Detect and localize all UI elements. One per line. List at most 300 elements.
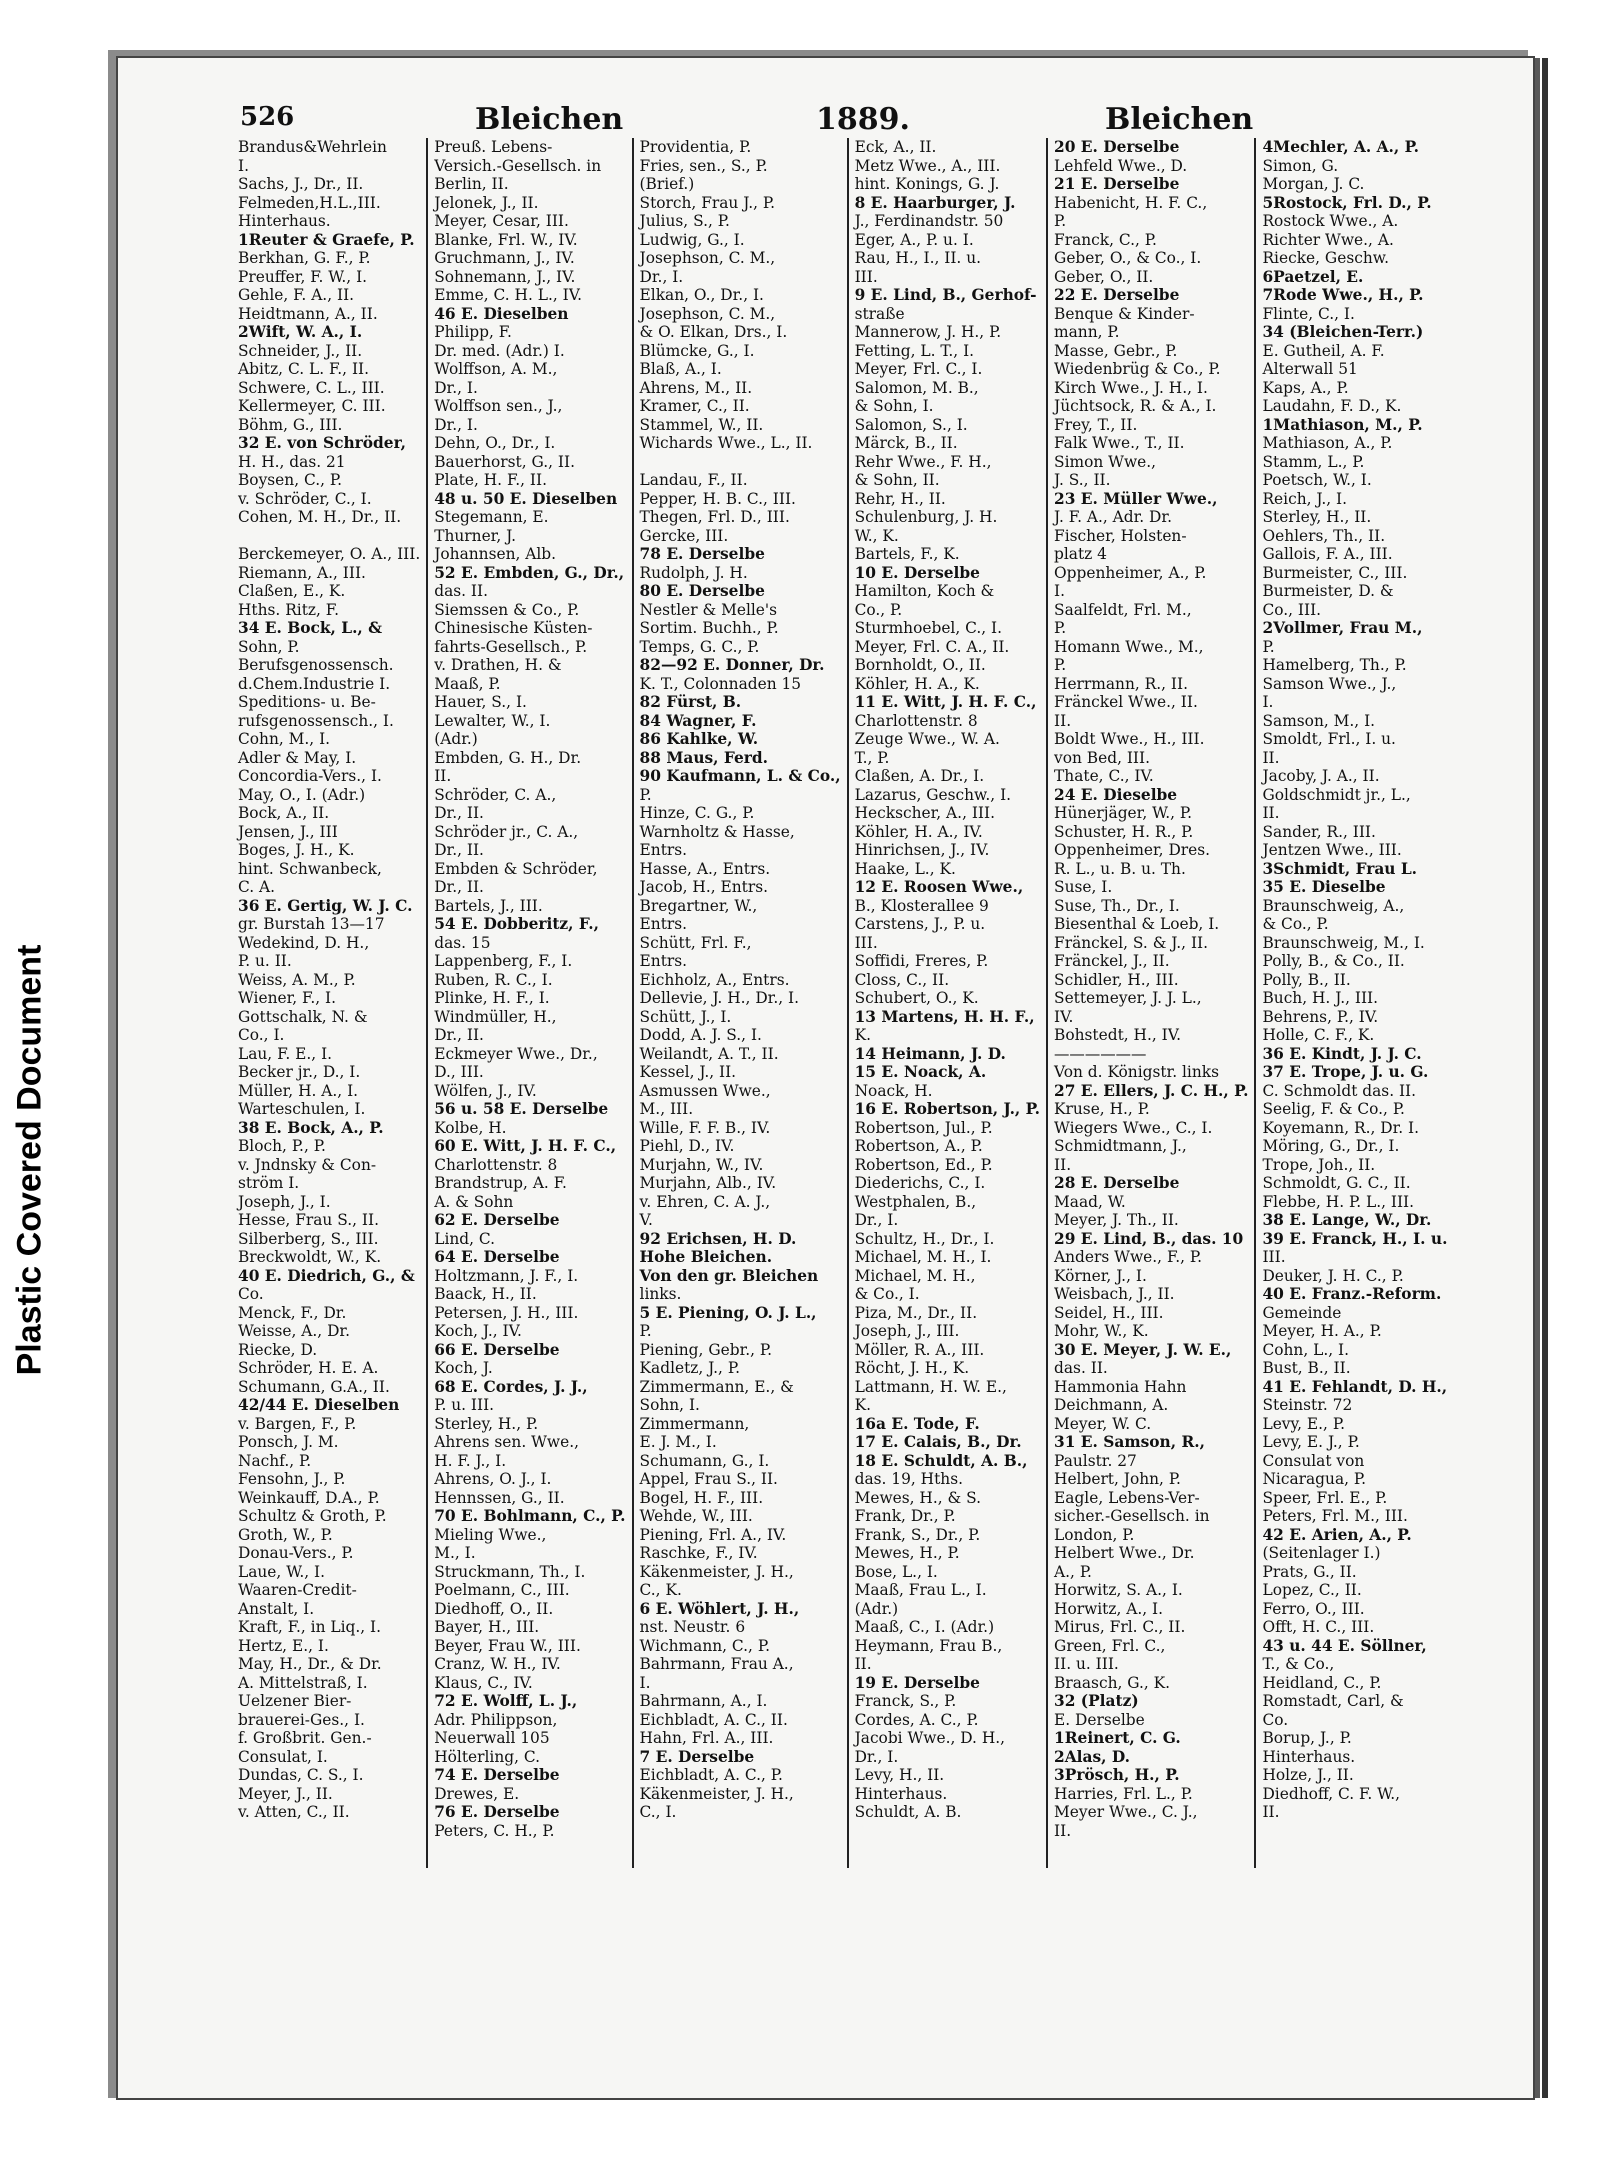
directory-entry: Holle, C. F., K.: [1262, 1026, 1375, 1044]
directory-entry: Horwitz, A., I.: [1054, 1599, 1164, 1618]
directory-entry: Gottschalk, N. &: [238, 1007, 368, 1026]
directory-entry: A. & Sohn: [434, 1192, 514, 1211]
directory-entry: M., III.: [639, 1100, 694, 1118]
directory-entry: Jacoby, J. A., II.: [1262, 767, 1380, 785]
directory-entry: Dr. med. (Adr.) I.: [434, 341, 565, 360]
directory-entry: Providentia, P.: [639, 138, 752, 156]
directory-entry: Zimmermann, E., &: [639, 1377, 794, 1396]
directory-entry: Mannerow, J. H., P.: [854, 323, 1002, 341]
directory-entry: Meyer, Cesar, III.: [434, 212, 569, 230]
directory-entry: Cohn, M., I.: [238, 730, 331, 748]
directory-entry: Wiedenbrüg & Co., P.: [1054, 360, 1221, 378]
directory-entry: Dr., I.: [854, 1747, 899, 1766]
directory-entry: M., I.: [434, 1544, 476, 1562]
directory-entry: Murjahn, Alb., IV.: [639, 1174, 777, 1192]
directory-entry: Franck, C., P.: [1054, 230, 1157, 249]
right-running-title: Bleichen: [1105, 102, 1254, 137]
directory-entry: Josephson, C. M.,: [639, 249, 776, 267]
directory-entry: P.: [1054, 656, 1067, 674]
directory-entry: Hinterhaus.: [1262, 1747, 1356, 1766]
directory-entry: Ahrens sen. Wwe.,: [434, 1433, 580, 1451]
directory-entry: I.: [1054, 582, 1066, 600]
directory-entry: 1Reinert, C. G.: [1054, 1729, 1181, 1747]
directory-entry: Stammel, W., II.: [639, 415, 764, 434]
directory-entry: Dr., I.: [854, 1211, 899, 1229]
directory-entry: Piza, M., Dr., II.: [854, 1303, 978, 1322]
directory-entry: Dundas, C. S., I.: [238, 1766, 364, 1784]
directory-entry: Heckscher, A., III.: [854, 804, 995, 822]
directory-entry: Eger, A., P. u. I.: [854, 230, 974, 249]
directory-entry: Drewes, E.: [434, 1784, 520, 1803]
directory-entry: Hths. Ritz, F.: [238, 600, 339, 619]
directory-entry: Concordia-Vers., I.: [238, 767, 382, 785]
directory-entry: 1Mathiason, M., P.: [1262, 415, 1423, 434]
directory-entry: Closs, C., II.: [854, 970, 950, 989]
directory-entry: 92 Erichsen, H. D.: [639, 1229, 797, 1248]
directory-entry: Schneider, J., II.: [238, 341, 363, 360]
directory-entry: Eichbladt, A. C., P.: [639, 1766, 783, 1784]
directory-entry: 38 E. Lange, W., Dr.: [1262, 1211, 1432, 1229]
directory-entry: 1Reuter & Graefe, P.: [238, 230, 415, 249]
directory-entry: Thegen, Frl. D., III.: [639, 508, 790, 526]
directory-entry: Hennssen, G., II.: [434, 1488, 565, 1507]
directory-entry: Schuldt, A. B.: [854, 1803, 962, 1821]
directory-entry: 11 E. Witt, J. H. F. C.,: [854, 693, 1037, 711]
directory-entry: Bauerhorst, G., II.: [434, 452, 575, 471]
directory-entry: Alterwall 51: [1262, 360, 1358, 378]
directory-entry: Schröder, H. E. A.: [238, 1359, 379, 1377]
directory-entry: Klaus, C., IV.: [434, 1673, 533, 1692]
directory-entry: Borup, J., P.: [1262, 1729, 1352, 1747]
directory-entry: Salomon, S., I.: [854, 415, 968, 434]
directory-entry: Suse, I.: [1054, 878, 1113, 896]
directory-entry: Sander, R., III.: [1262, 822, 1376, 841]
directory-entry: Donau-Vers., P.: [238, 1544, 354, 1562]
directory-entry: Abitz, C. L. F., II.: [238, 360, 369, 378]
directory-entry: 54 E. Dobberitz, F.,: [434, 915, 599, 933]
directory-entry: & Sohn, I.: [854, 397, 934, 415]
directory-entry: Gruchmann, J., IV.: [434, 249, 575, 267]
directory-entry: Braunschweig, A.,: [1262, 896, 1405, 915]
directory-entry: Lazarus, Geschw., I.: [854, 785, 1012, 804]
directory-entry: Offt, H. C., III.: [1262, 1618, 1375, 1636]
directory-entry: Maaß, C., I. (Adr.): [854, 1618, 995, 1636]
directory-entry: Poelmann, C., III.: [434, 1581, 570, 1599]
directory-entry: Nicaragua, P.: [1262, 1470, 1367, 1488]
directory-entry: Bohstedt, H., IV.: [1054, 1026, 1182, 1044]
directory-column-1: [232, 138, 428, 1868]
directory-entry: Wedekind, D. H.,: [238, 933, 370, 952]
directory-entry: Polly, B., & Co., II.: [1262, 952, 1405, 970]
directory-entry: Soffidi, Freres, P.: [854, 952, 989, 970]
directory-entry: Reich, J., I.: [1262, 489, 1348, 508]
directory-entry: Schuster, H. R., P.: [1054, 822, 1194, 841]
directory-entry: Nestler & Melle's: [639, 600, 778, 619]
directory-entry: K. T., Colonnaden 15: [639, 674, 802, 693]
directory-entry: B., Klosterallee 9: [854, 896, 989, 915]
directory-entry: Schütt, J., I.: [639, 1007, 732, 1026]
directory-entry: May, O., I. (Adr.): [238, 785, 366, 804]
directory-entry: III.: [854, 933, 878, 952]
directory-entry: 19 E. Derselbe: [854, 1673, 980, 1692]
directory-entry: mann, P.: [1054, 323, 1120, 341]
directory-entry: Becker jr., D., I.: [238, 1063, 361, 1081]
directory-entry: Diedhoff, C. F. W.,: [1262, 1784, 1401, 1803]
directory-column-4: [849, 138, 1048, 1868]
directory-entry: 39 E. Franck, H., I. u.: [1262, 1229, 1448, 1248]
directory-entry: Käkenmeister, J. H.,: [639, 1562, 794, 1581]
directory-entry: Kadletz, J., P.: [639, 1359, 740, 1377]
directory-entry: v. Drathen, H. &: [434, 656, 562, 674]
directory-entry: Koch, J.: [434, 1359, 493, 1377]
directory-entry: Hahn, Frl. A., III.: [639, 1729, 774, 1747]
directory-entry: Hinrichsen, J., IV.: [854, 841, 990, 859]
directory-entry: 9 E. Lind, B., Gerhof-: [854, 286, 1037, 304]
directory-entry: Kruse, H., P.: [1054, 1100, 1150, 1118]
directory-entry: Mewes, H., & S.: [854, 1488, 982, 1507]
directory-entry: 36 E. Kindt, J. J. C.: [1262, 1044, 1422, 1063]
directory-entry: Schulenburg, J. H.: [854, 508, 998, 526]
directory-entry: Neuerwall 105: [434, 1729, 550, 1747]
directory-entry: Frey, T., II.: [1054, 415, 1138, 434]
directory-entry: Sterley, H., P.: [434, 1414, 539, 1433]
directory-entry: Adr. Philippson,: [434, 1710, 558, 1729]
directory-entry: Smoldt, Frl., I. u.: [1262, 730, 1396, 748]
directory-entry: Charlottenstr. 8: [854, 711, 978, 730]
directory-entry: Sterley, H., II.: [1262, 508, 1372, 526]
directory-entry: Hammonia Hahn: [1054, 1377, 1187, 1396]
directory-entry: v. Schröder, C., I.: [238, 489, 372, 508]
directory-entry: brauerei-Ges., I.: [238, 1710, 365, 1729]
directory-entry: fahrts-Gesellsch., P.: [434, 637, 588, 656]
directory-entry: Romstadt, Carl, &: [1262, 1692, 1404, 1710]
directory-entry: E. Derselbe: [1054, 1710, 1145, 1729]
directory-entry: d.Chem.Industrie I.: [238, 674, 391, 693]
directory-entry: Piening, Gebr., P.: [639, 1340, 773, 1359]
directory-entry: II. u. III.: [1054, 1655, 1119, 1673]
directory-entry: straße: [854, 304, 905, 323]
directory-entry: 40 E. Franz.-Reform.: [1262, 1285, 1442, 1303]
directory-entry: Charlottenstr. 8: [434, 1155, 558, 1174]
directory-entry: Paulstr. 27: [1054, 1451, 1137, 1470]
directory-entry: Wichards Wwe., L., II.: [639, 434, 813, 452]
directory-entry: Eckmeyer Wwe., Dr.,: [434, 1044, 598, 1063]
directory-entry: Siemssen & Co., P.: [434, 600, 580, 619]
directory-entry: 68 E. Cordes, J. J.,: [434, 1377, 588, 1396]
directory-entry: 31 E. Samson, R.,: [1054, 1433, 1205, 1451]
directory-entry: Rudolph, J. H.: [639, 563, 748, 582]
directory-entry: Frank, S., Dr., P.: [854, 1525, 981, 1544]
directory-entry: Piening, Frl. A., IV.: [639, 1525, 787, 1544]
directory-entry: Chinesische Küsten-: [434, 619, 593, 637]
directory-entry: & Co., I.: [854, 1285, 920, 1303]
directory-column-6: [1256, 138, 1453, 1868]
directory-entry: Schidler, H., III.: [1054, 970, 1179, 989]
directory-entry: hint. Schwanbeck,: [238, 859, 382, 878]
directory-entry: Lehfeld Wwe., D.: [1054, 156, 1188, 175]
page-number: 526: [240, 102, 295, 132]
directory-entry: 2Alas, D.: [1054, 1747, 1131, 1766]
directory-entry: links.: [639, 1285, 682, 1303]
directory-entry: Horwitz, S. A., I.: [1054, 1581, 1183, 1599]
directory-entry: W., K.: [854, 526, 899, 545]
directory-entry: K.: [854, 1026, 871, 1044]
directory-entry: Laudahn, F. D., K.: [1262, 397, 1402, 415]
directory-entry: Plinke, H. F., I.: [434, 989, 550, 1007]
directory-entry: Michael, M. H.,: [854, 1266, 976, 1285]
directory-entry: Samson Wwe., J.,: [1262, 674, 1397, 693]
directory-entry: D., III.: [434, 1063, 484, 1081]
directory-entry: 52 E. Embden, G., Dr.,: [434, 563, 625, 582]
directory-entry: Geber, O., II.: [1054, 267, 1154, 286]
directory-entry: gr. Burstah 13—17: [238, 915, 385, 933]
directory-entry: Bartels, F., K.: [854, 545, 960, 563]
directory-entry: Lappenberg, F., I.: [434, 952, 573, 970]
directory-entry: Schmidtmann, J.,: [1054, 1137, 1187, 1155]
directory-entry: Raschke, F., IV.: [639, 1544, 758, 1562]
directory-entry: Behrens, P., IV.: [1262, 1007, 1379, 1026]
directory-entry: Warnholtz & Hasse,: [639, 822, 795, 841]
directory-entry: Asmussen Wwe.,: [639, 1081, 771, 1100]
directory-entry: Schröder, C. A.,: [434, 785, 557, 804]
directory-entry: Thurner, J.: [434, 526, 517, 545]
year-title: 1889.: [816, 102, 910, 137]
directory-entry: Braunschweig, M., I.: [1262, 933, 1425, 952]
directory-entry: K.: [854, 1396, 871, 1414]
directory-entry: Schröder jr., C. A.,: [434, 822, 579, 841]
directory-entry: 14 Heimann, J. D.: [854, 1044, 1006, 1063]
side-label-text: Plastic Covered Document: [10, 944, 49, 1376]
directory-entry: 66 E. Derselbe: [434, 1340, 560, 1359]
directory-entry: Hasse, A., Entrs.: [639, 859, 771, 878]
directory-entry: I.: [639, 1673, 651, 1692]
directory-entry: Blanke, Frl. W., IV.: [434, 230, 578, 249]
directory-entry: Wolffson sen., J.,: [434, 397, 563, 415]
directory-entry: Meyer, J., II.: [238, 1784, 333, 1803]
directory-entry: Hohe Bleichen.: [639, 1248, 773, 1266]
directory-entry: Holtzmann, J. F., I.: [434, 1266, 579, 1285]
directory-entry: 70 E. Bohlmann, C., P.: [434, 1507, 626, 1525]
directory-entry: Riecke, Geschw.: [1262, 249, 1389, 267]
directory-entry: P.: [1054, 212, 1067, 230]
directory-entry: Falk Wwe., T., II.: [1054, 434, 1185, 452]
directory-entry: Claßen, E., K.: [238, 582, 346, 600]
directory-entry: Hauer, S., I.: [434, 693, 527, 711]
directory-entry: Simon Wwe.,: [1054, 452, 1157, 471]
directory-entry: 64 E. Derselbe: [434, 1248, 560, 1266]
directory-entry: 56 u. 58 E. Derselbe: [434, 1100, 609, 1118]
directory-entry: Fensohn, J., P.: [238, 1470, 346, 1488]
directory-entry: Dr., I.: [434, 378, 478, 397]
directory-entry: Sortim. Buchh., P.: [639, 619, 779, 637]
directory-entry: Consulat, I.: [238, 1747, 328, 1766]
directory-entry: Anders Wwe., F., P.: [1054, 1248, 1203, 1266]
directory-entry: R. L., u. B. u. Th.: [1054, 859, 1186, 878]
directory-entry: 82—92 E. Donner, Dr.: [639, 656, 825, 674]
directory-entry: Johannsen, Alb.: [434, 545, 557, 563]
directory-entry: 62 E. Derselbe: [434, 1211, 560, 1229]
directory-entry: Gallois, F. A., III.: [1262, 545, 1393, 563]
directory-entry: C. A.: [238, 878, 276, 896]
directory-entry: 28 E. Derselbe: [1054, 1174, 1180, 1192]
directory-entry: Embden & Schröder,: [434, 859, 598, 878]
directory-entry: Berufsgenossensch.: [238, 656, 394, 674]
directory-entry: Speer, Frl. E., P.: [1262, 1488, 1388, 1507]
directory-entry: Jensen, J., III: [238, 822, 338, 841]
directory-entry: 48 u. 50 E. Dieselben: [434, 489, 618, 508]
directory-entry: Heidtmann, A., II.: [238, 304, 378, 323]
directory-entry: 80 E. Derselbe: [639, 582, 765, 600]
directory-entry: 3Prösch, H., P.: [1054, 1766, 1180, 1784]
directory-entry: Hamilton, Koch &: [854, 582, 995, 600]
directory-entry: Zimmermann,: [639, 1414, 750, 1433]
directory-entry: II.: [1262, 748, 1280, 767]
directory-entry: Peters, Frl. M., III.: [1262, 1507, 1408, 1525]
directory-entry: Seidel, H., III.: [1054, 1303, 1164, 1322]
directory-entry: I.: [238, 156, 249, 175]
directory-entry: Levy, H., II.: [854, 1766, 945, 1784]
directory-entry: Möring, G., Dr., I.: [1262, 1137, 1400, 1155]
directory-entry: I.: [1262, 693, 1274, 711]
directory-entry: Mewes, H., P.: [854, 1544, 960, 1562]
directory-entry: Möller, R. A., III.: [854, 1340, 985, 1359]
directory-entry: Wiener, F., I.: [238, 989, 336, 1007]
directory-entry: ——————: [1054, 1044, 1147, 1063]
directory-entry: Boldt Wwe., H., III.: [1054, 730, 1205, 748]
directory-entry: IV.: [1054, 1007, 1074, 1026]
directory-entry: 13 Martens, H. H. F.,: [854, 1007, 1035, 1026]
directory-entry: Weiss, A. M., P.: [238, 970, 356, 989]
directory-entry: V.: [639, 1211, 653, 1229]
directory-entry: Samson, M., I.: [1262, 711, 1376, 730]
directory-entry: Käkenmeister, J. H.,: [639, 1784, 794, 1803]
directory-entry: Meyer, Frl. C. A., II.: [854, 637, 1010, 656]
directory-entry: Co., P.: [854, 600, 903, 619]
directory-entry: 42/44 E. Dieselben: [238, 1396, 400, 1414]
directory-entry: Wiegers Wwe., C., I.: [1054, 1118, 1213, 1137]
directory-entry: III.: [854, 267, 878, 286]
directory-entry: 38 E. Bock, A., P.: [238, 1118, 384, 1137]
directory-entry: Philipp, F.: [434, 323, 512, 341]
directory-entry: Böhm, G., III.: [238, 415, 343, 434]
directory-entry: Kellermeyer, C. III.: [238, 397, 386, 415]
directory-columns: [232, 138, 1448, 1868]
directory-entry: III.: [1262, 1248, 1286, 1266]
directory-entry: Entrs.: [639, 915, 688, 933]
directory-entry: Warteschulen, I.: [238, 1100, 366, 1118]
directory-entry: das. 15: [434, 933, 491, 952]
directory-entry: sicher.-Gesellsch. in: [1054, 1507, 1210, 1525]
directory-entry: II.: [1054, 711, 1072, 730]
directory-entry: Röcht, J. H., K.: [854, 1359, 970, 1377]
directory-entry: 32 (Platz): [1054, 1692, 1139, 1710]
directory-entry: Meyer, J. Th., II.: [1054, 1211, 1179, 1229]
directory-entry: Gemeinde: [1262, 1303, 1342, 1322]
directory-entry: Carstens, J., P. u.: [854, 915, 986, 933]
directory-entry: Co., III.: [1262, 600, 1322, 619]
directory-entry: Beyer, Frau W., III.: [434, 1636, 581, 1655]
directory-entry: Brandstrup, A. F.: [434, 1174, 567, 1192]
directory-entry: Robertson, A., P.: [854, 1137, 983, 1155]
directory-entry: Diedhoff, O., II.: [434, 1599, 554, 1618]
directory-entry: Polly, B., II.: [1262, 970, 1351, 989]
directory-entry: 78 E. Derselbe: [639, 545, 765, 563]
directory-entry: Habenicht, H. F. C.,: [1054, 193, 1208, 212]
directory-entry: Rau, H., I., II. u.: [854, 249, 982, 267]
directory-entry: Seelig, F. & Co., P.: [1262, 1100, 1405, 1118]
directory-entry: Geber, O., & Co., I.: [1054, 249, 1202, 267]
directory-entry: Levy, E., P.: [1262, 1414, 1345, 1433]
directory-entry: Saalfeldt, Frl. M.,: [1054, 600, 1192, 619]
directory-entry: Hamelberg, Th., P.: [1262, 656, 1407, 674]
directory-entry: [238, 527, 420, 546]
directory-entry: Bust, B., II.: [1262, 1359, 1351, 1377]
directory-entry: Richter Wwe., A.: [1262, 230, 1394, 249]
directory-entry: Koyemann, R., Dr. I.: [1262, 1118, 1420, 1137]
directory-entry: Goldschmidt jr., L.,: [1262, 785, 1411, 804]
directory-entry: Meyer, H. A., P.: [1262, 1322, 1382, 1340]
directory-entry: Wille, F. F. B., IV.: [639, 1118, 771, 1137]
page-header: [130, 96, 1254, 144]
directory-entry: 23 E. Müller Wwe.,: [1054, 489, 1218, 508]
directory-entry: II.: [854, 1655, 872, 1673]
directory-entry: Fries, sen., S., P.: [639, 156, 768, 175]
directory-entry: Dehn, O., Dr., I.: [434, 434, 556, 452]
directory-entry: A. Mittelstraß, I.: [238, 1673, 368, 1692]
directory-entry: Speditions- u. Be-: [238, 693, 376, 711]
directory-entry: Landau, F., II.: [639, 471, 748, 489]
directory-entry: Von den gr. Bleichen: [639, 1266, 819, 1285]
directory-entry: Robertson, Ed., P.: [854, 1155, 993, 1174]
directory-entry: Köhler, H. A., K.: [854, 674, 980, 693]
directory-entry: Weisbach, J., II.: [1054, 1285, 1175, 1303]
directory-entry: das. II.: [1054, 1359, 1108, 1377]
directory-entry: 2Vollmer, Frau M.,: [1262, 619, 1423, 637]
directory-entry: Schwere, C. L., III.: [238, 378, 385, 397]
directory-entry: Haake, L., K.: [854, 859, 956, 878]
directory-entry: Trope, Joh., II.: [1262, 1155, 1376, 1174]
directory-entry: Plate, H. F., II.: [434, 471, 547, 489]
directory-entry: Schultz & Groth, P.: [238, 1507, 387, 1525]
directory-entry: Hinze, C. G., P.: [639, 804, 755, 822]
directory-entry: Bartels, J., III.: [434, 896, 543, 915]
directory-entry: Lattmann, H. W. E.,: [854, 1377, 1007, 1396]
directory-entry: Rehr Wwe., F. H.,: [854, 452, 992, 471]
directory-entry: Masse, Gebr., P.: [1054, 341, 1178, 360]
directory-entry: Embden, G. H., Dr.: [434, 748, 582, 767]
directory-entry: Rostock Wwe., A.: [1262, 212, 1399, 230]
directory-entry: J. S., II.: [1054, 471, 1111, 489]
directory-entry: Flebbe, H. P. L., III.: [1262, 1192, 1415, 1211]
directory-entry: von Bed, III.: [1054, 748, 1150, 767]
directory-entry: Piehl, D., IV.: [639, 1137, 735, 1155]
directory-entry: v. Atten, C., II.: [238, 1803, 350, 1821]
directory-entry: 27 E. Ellers, J. C. H., P.: [1054, 1081, 1249, 1100]
directory-entry: 6Paetzel, E.: [1262, 267, 1364, 286]
directory-entry: 17 E. Calais, B., Dr.: [854, 1433, 1022, 1451]
directory-entry: Deichmann, A.: [1054, 1396, 1169, 1414]
directory-entry: Heymann, Frau B.,: [854, 1636, 1003, 1655]
directory-entry: Menck, F., Dr.: [238, 1303, 347, 1322]
directory-entry: Fetting, L. T., I.: [854, 341, 975, 360]
directory-entry: Mieling Wwe.,: [434, 1525, 547, 1544]
directory-entry: Ferro, O., III.: [1262, 1599, 1365, 1618]
directory-entry: Bahrmann, Frau A.,: [639, 1655, 794, 1673]
directory-entry: Braasch, G., K.: [1054, 1673, 1171, 1692]
directory-entry: Hinterhaus.: [854, 1784, 948, 1803]
directory-entry: Robertson, Jul., P.: [854, 1118, 993, 1137]
directory-entry: Köhler, H. A., IV.: [854, 822, 983, 841]
